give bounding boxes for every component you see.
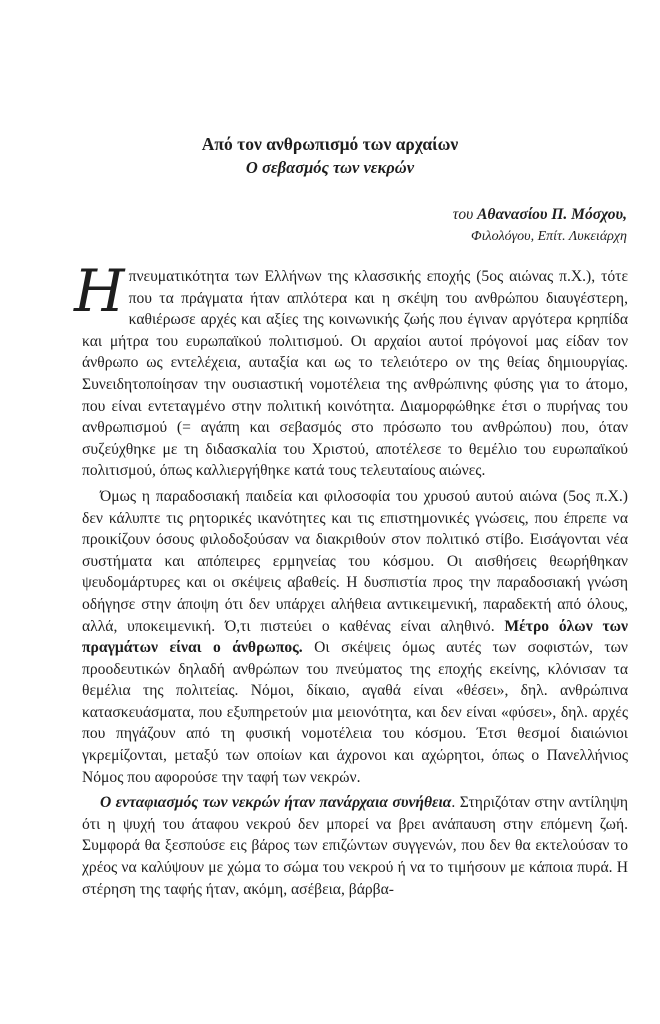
author-role: Φιλολόγου, Επίτ. Λυκειάρχη: [470, 229, 627, 244]
paragraph-1: [74, 257, 628, 482]
paragraph-1-text: πνευματικότητα των Ελλήνων της κλασσικής εποχής (5ος αιώνας π.Χ.), τότε που τα πράγματα ήταν απλότερα και η σκέψη του ανθρώπου διαυγέστερη, καθιέρωσε αρχές και αξίες της κοινωνικής ζωής που έγιναν αργότερα κρηπίδα και μήτρα του ευρωπαϊκού πολιτισμού. Οι αρχαίοι αυτοί πρόγονοί μας είδαν τον άνθρωπο ως εντελέχεια, αυταξία και ως το τελειότερο ον της θείας δημιουργίας. Συνειδητοποίησαν την ουσιαστική νομοτέλεια της ανθρώπινης φύσης για το άτομο, που είναι εντεταγμένο στην πολιτική κοινότητα. Διαμορφώθηκε έτσι ο πυρήνας του ανθρωπισμού (= αγάπη και σεβασμός στο πρόσωπο του ανθρώπου) που, όταν συζεύχθηκε με τη διδασκαλία του Χριστού, αποτέλεσε το θεμέλιο του ευρωπαϊκού πολιτισμού, όπως καλλιεργήθηκε κατά τους τελευταίους αιώνες.: [82, 268, 628, 480]
author-prefix: του: [452, 206, 478, 223]
drop-cap: Η: [74, 257, 125, 325]
article-body: [74, 257, 628, 904]
paragraph-2-bold: Μέτρο όλων των πραγμάτων είναι ο άνθρωπος.: [82, 617, 628, 657]
author-name: Αθανασίου Π. Μόσχου,: [477, 206, 627, 223]
paragraph-2: [82, 486, 628, 788]
paragraph-2-text-b: Οι σκέψεις όμως αυτές των σοφιστών, των προοδευτικών δηλαδή ανθρώπων του πνεύματος της εποχής εκείνης, κλόνισαν τα θεμέλια της πολιτείας. Νόμοι, δίκαιο, αγαθά είναι «θέσει», δηλ. ανθρώπινα κατασκευάσματα, που εξυπηρετούν μια μειονότητα, και δεν είναι «φύσει», δηλ. αρχές που πηγάζουν από τη φυσική νομοτέλεια του κόσμου. Έτσι θεσμοί διαιώνιοι γκρεμίζονται, μεταξύ των οποίων και άχρονοι και αχώρητοι, όπως ο Πανελλήνιος Νόμος που αφορούσε την ταφή των νεκρών.: [82, 639, 628, 786]
paragraph-2-text-a: Όμως η παραδοσιακή παιδεία και φιλοσοφία του χρυσού αυτού αιώνα (5ος π.Χ.) δεν κάλυπτε τις ρητορικές ικανότητες και τις επιστημονικές γνώσεις, που έπρεπε να προικίζουν όσους φιλοδοξούσαν να διακριθούν στον πολιτικό στίβο. Εισάγονται νέα συστήματα και απόπειρες ερμηνείας του κόσμου. Οι αισθήσεις θεωρήθηκαν ψευδομάρτυρες και οι σκέψεις αβαθείς. Η δυσπιστία προς την παραδοσιακή γνώση οδήγησε στην άποψη ότι δεν υπάρχει αλήθεια αντικειμενική, παραδεκτή από όλους, αλλά, υποκειμενική. Ό,τι πιστεύει ο καθένας είναι αληθινό.: [82, 487, 628, 635]
paragraph-3: [82, 792, 628, 900]
paragraph-3-bold: Ο ενταφιασμός των νεκρών ήταν πανάρχαια συνήθεια: [100, 794, 452, 812]
paragraph-3-text: . Στηριζόταν στην αντίληψη ότι η ψυχή του άταφου νεκρού δεν μπορεί να βρει ανάπαυση στην επόμενη ζωή. Συμφορά θα ξεσπούσε εις βάρος των επιζώντων συγγενών, που δεν θα εκτελούσαν το χρέος να καλύψουν με χώμα το σώμα του νεκρού ή να το τιμήσουν με κάποια πυρά. Η στέρηση της ταφής ήταν, ακόμη, ασέβεια, βάρβα-: [82, 794, 628, 898]
article-subtitle: Ο σεβασμός των νεκρών: [245, 158, 415, 177]
author-block: [453, 204, 627, 248]
article-title: Από τον ανθρωπισμό των αρχαίων: [201, 134, 459, 154]
